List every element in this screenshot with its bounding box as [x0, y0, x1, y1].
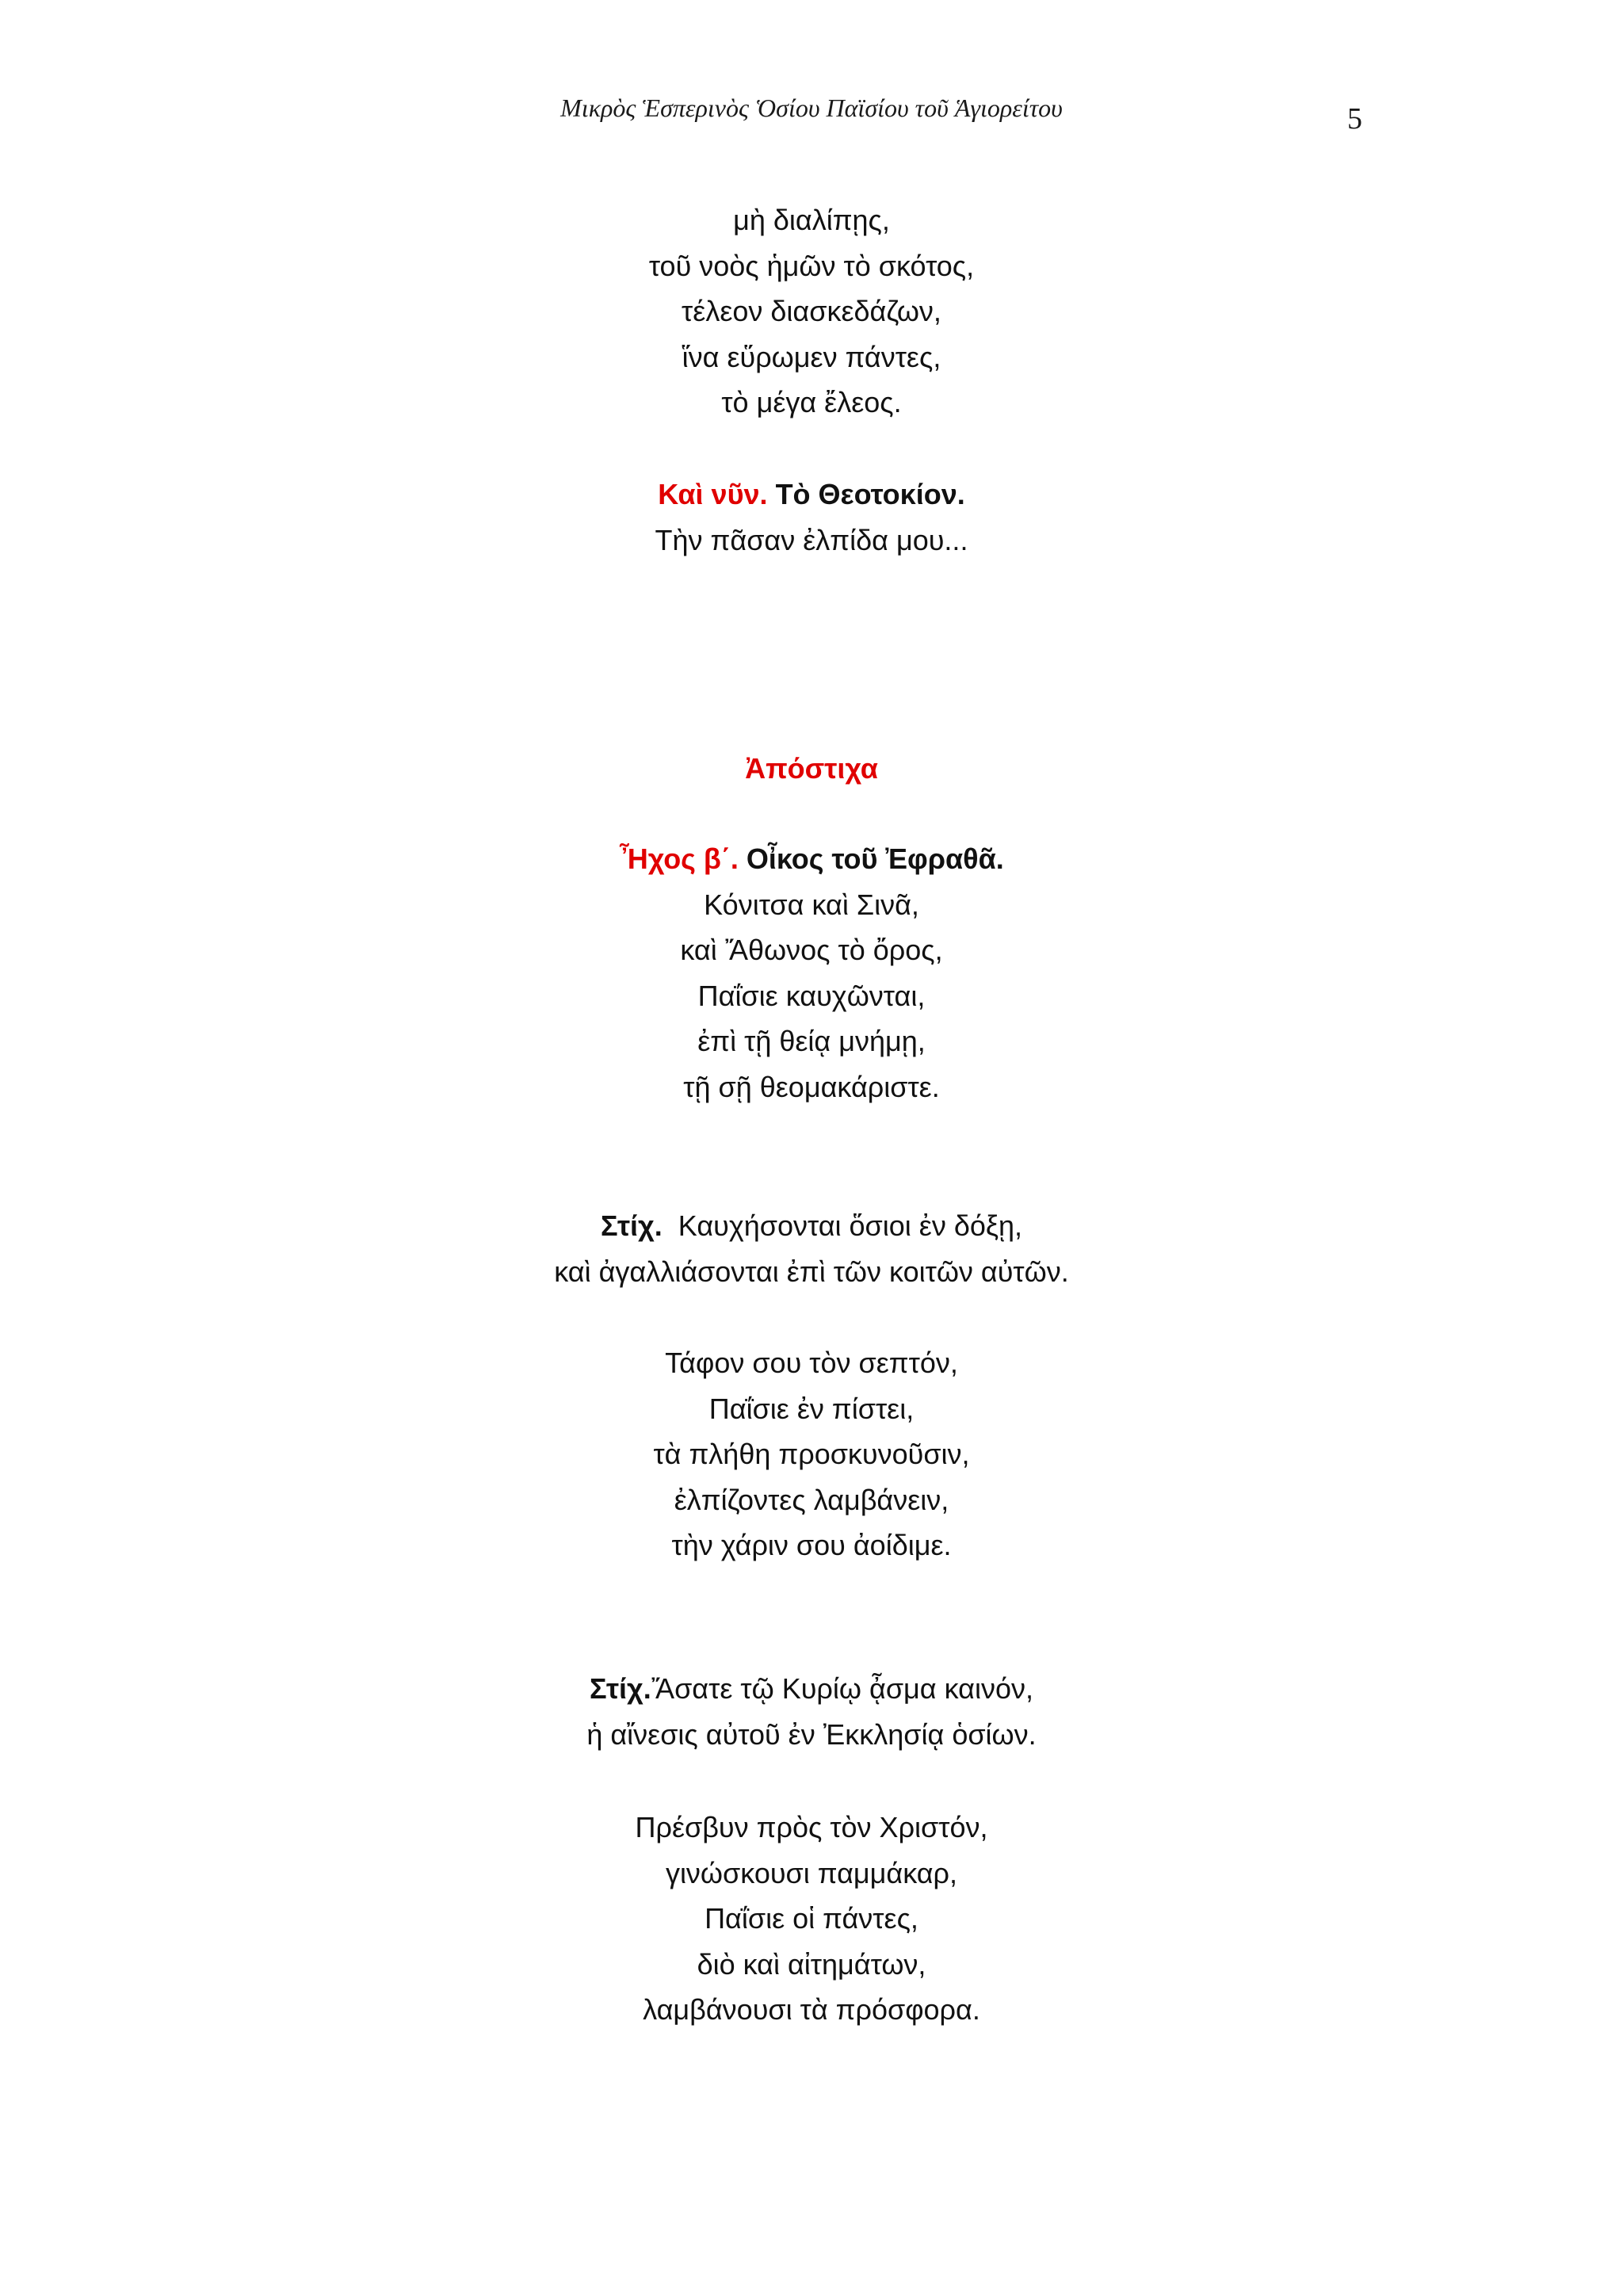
- mode-red-label: Ἦχος β΄.: [619, 842, 739, 875]
- mode-heading: [0, 836, 1623, 882]
- hymn-line: τέλεον διασκεδάζων,: [682, 295, 941, 327]
- stanza-line: τὰ πλήθη προσκυνοῦσιν,: [653, 1438, 970, 1470]
- verse-label: Στίχ.: [590, 1672, 651, 1705]
- verse-line: [0, 1203, 1623, 1249]
- verse-2-block: [0, 1666, 1623, 1757]
- page-header-title: Μικρὸς Ἑσπερινὸς Ὁσίου Παϊσίου τοῦ Ἁγιορείτου: [560, 94, 1063, 122]
- stanza-line: Κόνιτσα καὶ Σινᾶ,: [704, 888, 919, 921]
- theotokion-block: [0, 472, 1623, 563]
- page-number: 5: [1347, 102, 1362, 136]
- hymn-line: μὴ διαλίπῃς,: [733, 204, 890, 236]
- stanza-line: Παΐσιε ἐν πίστει,: [708, 1392, 915, 1425]
- theotokion-heading: [0, 472, 1623, 518]
- stanza-line: τὴν χάριν σου ἀοίδιμε.: [671, 1529, 952, 1561]
- verse-text: Καυχήσονται ὅσιοι ἐν δόξῃ,: [678, 1209, 1023, 1242]
- verse-text: Ἄσατε τῷ Κυρίῳ ᾆσμα καινόν,: [651, 1672, 1033, 1705]
- stanza-line: γινώσκουσι παμμάκαρ,: [665, 1856, 958, 1889]
- stanza-line: διὸ καὶ αἰτημάτων,: [697, 1947, 926, 1981]
- stanza-line: Παΐσιε οἱ πάντες,: [705, 1902, 918, 1935]
- aposticha-section-title: [0, 746, 1623, 792]
- stanza-2-block: [0, 1340, 1623, 1568]
- stanza-line: καὶ Ἄθωνος τὸ ὄρος,: [680, 934, 943, 966]
- verse-line: [0, 1666, 1623, 1712]
- verse-line: ἡ αἴνεσις αὐτοῦ ἐν Ἐκκλησίᾳ ὁσίων.: [586, 1717, 1037, 1751]
- stanza-line: Παΐσιε καυχῶνται,: [697, 979, 926, 1012]
- verse-label: Στίχ.: [600, 1209, 663, 1242]
- mode-bold-label: Οἶκος τοῦ Ἐφραθᾶ.: [746, 842, 1004, 875]
- hymn-line: τὸ μέγα ἔλεος.: [721, 386, 902, 418]
- stanza-line: ἐπὶ τῇ θείᾳ μνήμῃ,: [697, 1025, 926, 1057]
- stanza-line: τῇ σῇ θεομακάριστε.: [683, 1070, 940, 1103]
- stanza-line: Πρέσβυν πρὸς τὸν Χριστόν,: [635, 1811, 988, 1843]
- theotokion-text: Τὴν πᾶσαν ἐλπίδα μου...: [655, 523, 968, 556]
- stanza-line: Τάφον σου τὸν σεπτόν,: [665, 1347, 958, 1379]
- aposticha-title: Ἀπόστιχα: [745, 752, 878, 785]
- verse-1-block: [0, 1203, 1623, 1294]
- stanza-1-block: [0, 836, 1623, 1110]
- verse-line: καὶ ἀγαλλιάσονται ἐπὶ τῶν κοιτῶν αὐτῶν.: [554, 1255, 1069, 1288]
- theotokion-bold-label: Τὸ Θεοτοκίον.: [775, 478, 965, 510]
- hymn-block-1: [0, 197, 1623, 426]
- hymn-line: τοῦ νοὸς ἡμῶν τὸ σκότος,: [648, 249, 975, 282]
- hymn-line: ἵνα εὕρωμεν πάντες,: [682, 340, 941, 373]
- stanza-line: λαμβάνουσι τὰ πρόσφορα.: [643, 1993, 980, 2026]
- stanza-line: ἐλπίζοντες λαμβάνειν,: [674, 1483, 949, 1516]
- stanza-3-block: [0, 1805, 1623, 2033]
- theotokion-red-label: Καὶ νῦν.: [658, 478, 768, 510]
